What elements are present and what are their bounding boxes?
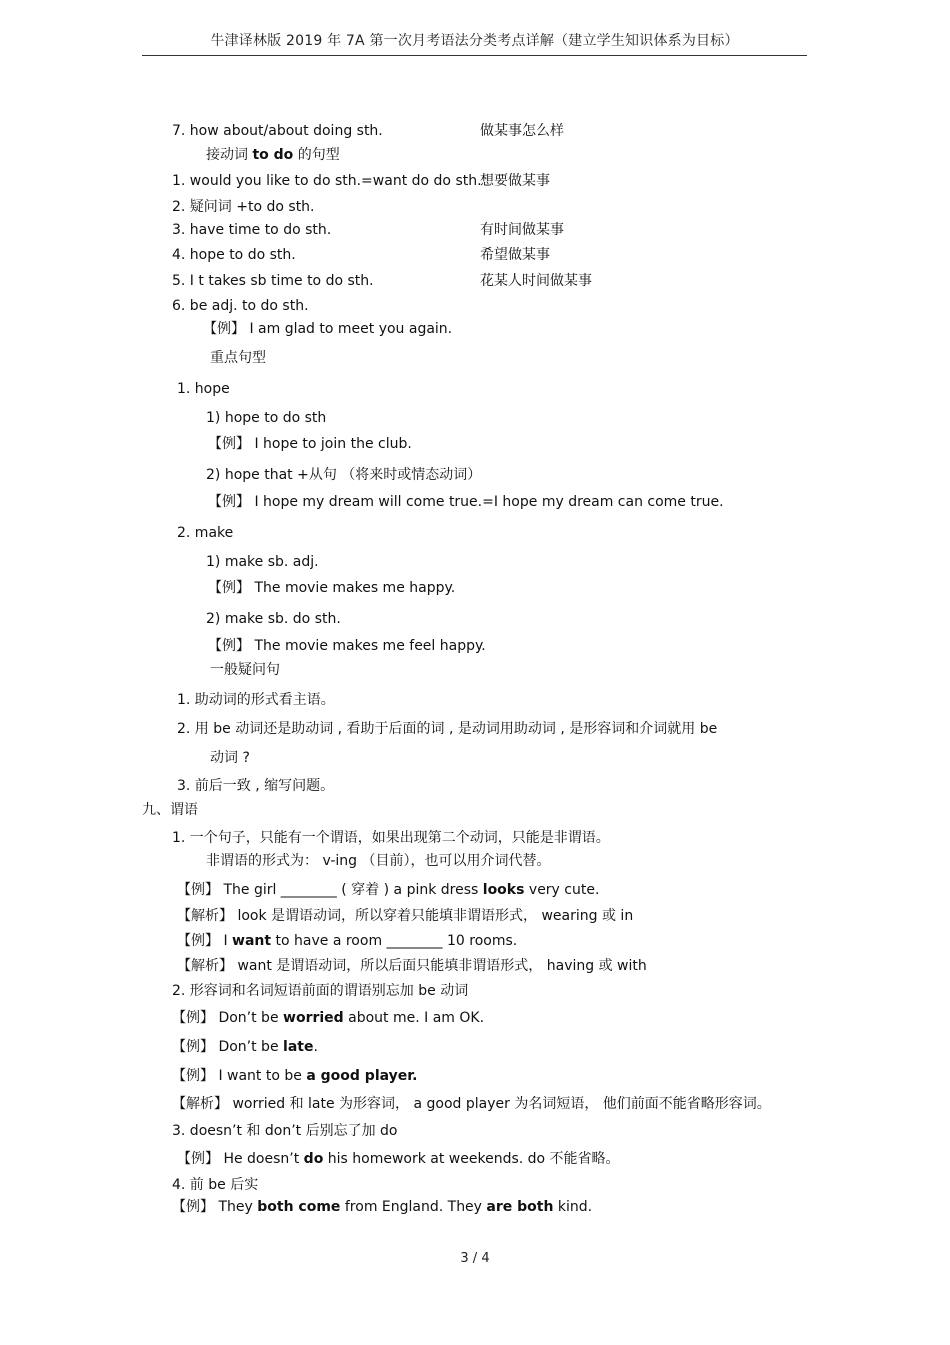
section-heading: 一般疑问句: [210, 662, 280, 678]
text-line: 5. I t takes sb time to do sth.: [172, 273, 374, 289]
text-line: 2) make sb. do sth.: [206, 611, 341, 627]
example-line: 【例】 The movie makes me happy.: [208, 580, 456, 596]
text-line: 3. doesn’t 和 don’t 后别忘了加 do: [172, 1123, 398, 1139]
text-line: 2. 用 be 动词还是助动词 , 看助于后面的词 , 是动词用助动词 , 是形容词和介词就用 be: [177, 721, 718, 737]
example-line: 【例】 I hope to join the club.: [208, 436, 412, 452]
text-line: 2. 疑问词 +to do sth.: [172, 199, 315, 215]
section-heading: 九、谓语: [142, 802, 198, 818]
text-line: 1. would you like to do sth.=want do do sth.: [172, 173, 482, 189]
text-line: 2) hope that +从句 （将来时或情态动词）: [206, 467, 482, 483]
text-line: 1) make sb. adj.: [206, 554, 319, 570]
meaning-text: 希望做某事: [480, 247, 550, 263]
text-line: 1. hope: [177, 381, 230, 397]
example-line: 【例】 He doesn’t do his homework at weekends. do 不能省略。: [177, 1151, 620, 1167]
text-line: 4. 前 be 后实: [172, 1177, 259, 1193]
text-line: 动词 ?: [210, 750, 250, 766]
text-line: 3. have time to do sth.: [172, 222, 332, 238]
example-line: 【例】 I am glad to meet you again.: [203, 321, 453, 337]
text-line: 1) hope to do sth: [206, 410, 327, 426]
example-line: 【例】 They both come from England. They are both kind.: [172, 1199, 593, 1215]
analysis-line: 【解析】 worried 和 late 为形容词， a good player 为名词短语， 他们前面不能省略形容词。: [172, 1096, 771, 1112]
text-line: 1. 助动词的形式看主语。: [177, 692, 335, 708]
meaning-text: 有时间做某事: [480, 222, 564, 238]
text-line: 3. 前后一致 , 缩写问题。: [177, 778, 335, 794]
analysis-line: 【解析】 look 是谓语动词，所以穿着只能填非谓语形式， wearing 或 in: [177, 908, 634, 924]
page-number: 3 / 4: [460, 1251, 490, 1266]
text-line: 2. make: [177, 525, 234, 541]
example-line: 【例】 Don’t be late.: [172, 1039, 318, 1055]
meaning-text: 想要做某事: [480, 173, 550, 189]
header-divider: [142, 55, 807, 56]
text-line: 6. be adj. to do sth.: [172, 298, 309, 314]
text-line: 7. how about/about doing sth.: [172, 123, 383, 139]
example-line: 【例】 I want to have a room ________ 10 rooms.: [177, 933, 518, 949]
example-line: 【例】 The movie makes me feel happy.: [208, 638, 486, 654]
page-header: 牛津译林版 2019 年 7A 第一次月考语法分类考点详解（建立学生知识体系为目标）: [210, 33, 739, 49]
meaning-text: 做某事怎么样: [480, 123, 564, 139]
section-heading: 重点句型: [210, 350, 266, 366]
section-heading: 接动词 to do 的句型: [206, 147, 340, 163]
text-line: 4. hope to do sth.: [172, 247, 296, 263]
example-line: 【例】 I want to be a good player.: [172, 1068, 418, 1084]
example-line: 【例】 The girl ________ ( 穿着 ) a pink dress looks very cute.: [177, 882, 600, 898]
text-line: 2. 形容词和名词短语前面的谓语别忘加 be 动词: [172, 983, 469, 999]
analysis-line: 【解析】 want 是谓语动词，所以后面只能填非谓语形式， having 或 with: [177, 958, 647, 974]
meaning-text: 花某人时间做某事: [480, 273, 592, 289]
example-line: 【例】 Don’t be worried about me. I am OK.: [172, 1010, 485, 1026]
example-line: 【例】 I hope my dream will come true.=I hope my dream can come true.: [208, 494, 724, 510]
text-line: 非谓语的形式为： v-ing （目前），也可以用介词代替。: [206, 853, 551, 869]
text-line: 1. 一个句子，只能有一个谓语，如果出现第二个动词，只能是非谓语。: [172, 830, 610, 846]
